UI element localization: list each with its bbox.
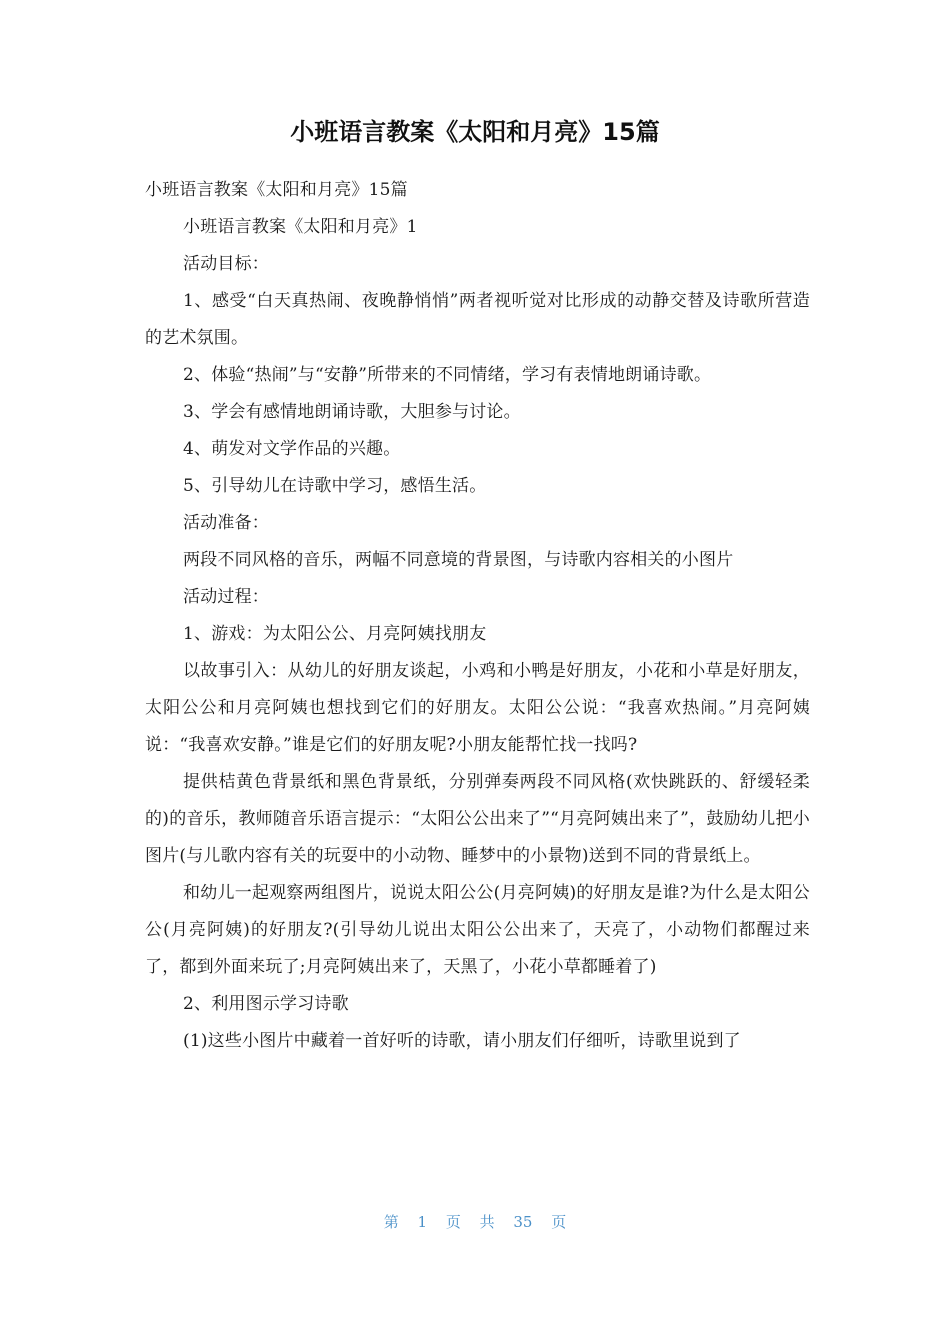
body-paragraph: 2、体验“热闹”与“安静”所带来的不同情绪，学习有表情地朗诵诗歌。 [183,365,712,385]
page-footer: 第 1 页 共 35 页 [383,1213,567,1231]
body-paragraph: 两段不同风格的音乐，两幅不同意境的背景图，与诗歌内容相关的小图片 [183,550,734,570]
body-paragraph: 小班语言教案《太阳和月亮》1 [183,217,418,237]
body-paragraph: 活动过程： [183,587,269,607]
body-paragraph: 1、游戏：为太阳公公、月亮阿姨找朋友 [183,624,487,644]
document-body [145,172,810,1060]
body-paragraph: (1)这些小图片中藏着一首好听的诗歌，请小朋友们仔细听，诗歌里说到了 [183,1031,741,1051]
body-paragraph: 2、利用图示学习诗歌 [183,994,349,1014]
body-paragraph: 3、学会有感情地朗诵诗歌，大胆参与讨论。 [183,402,521,422]
body-paragraph: 以故事引入：从幼儿的好朋友谈起，小鸡和小鸭是好朋友，小花和小草是好朋友，太阳公公和月亮阿姨也想找到它们的好朋友。太阳公公说：“我喜欢热闹。”月亮阿姨说：“我喜欢安静。”谁是它们的好朋友呢?小朋友能帮忙找一找吗? [145,661,810,755]
body-paragraph: 4、萌发对文学作品的兴趣。 [183,439,401,459]
body-paragraph: 5、引导幼儿在诗歌中学习，感悟生活。 [183,476,487,496]
body-paragraph: 活动目标： [183,254,269,274]
body-paragraph: 小班语言教案《太阳和月亮》15篇 [145,180,408,200]
body-paragraph: 和幼儿一起观察两组图片，说说太阳公公(月亮阿姨)的好朋友是谁?为什么是太阳公公(月亮阿姨)的好朋友?(引导幼儿说出太阳公公出来了，天亮了，小动物们都醒过来了，都到外面来玩了;月亮阿姨出来了，天黑了，小花小草都睡着了) [145,883,810,977]
document-title: 小班语言教案《太阳和月亮》15篇 [290,118,660,146]
body-paragraph: 活动准备： [183,513,269,533]
body-paragraph: 提供桔黄色背景纸和黑色背景纸，分别弹奏两段不同风格(欢快跳跃的、舒缓轻柔的)的音乐，教师随音乐语言提示：“太阳公公出来了”“月亮阿姨出来了”，鼓励幼儿把小图片(与儿歌内容有关的玩耍中的小动物、睡梦中的小景物)送到不同的背景纸上。 [145,772,810,866]
body-paragraph: 1、感受“白天真热闹、夜晚静悄悄”两者视听觉对比形成的动静交替及诗歌所营造的艺术氛围。 [145,291,810,348]
